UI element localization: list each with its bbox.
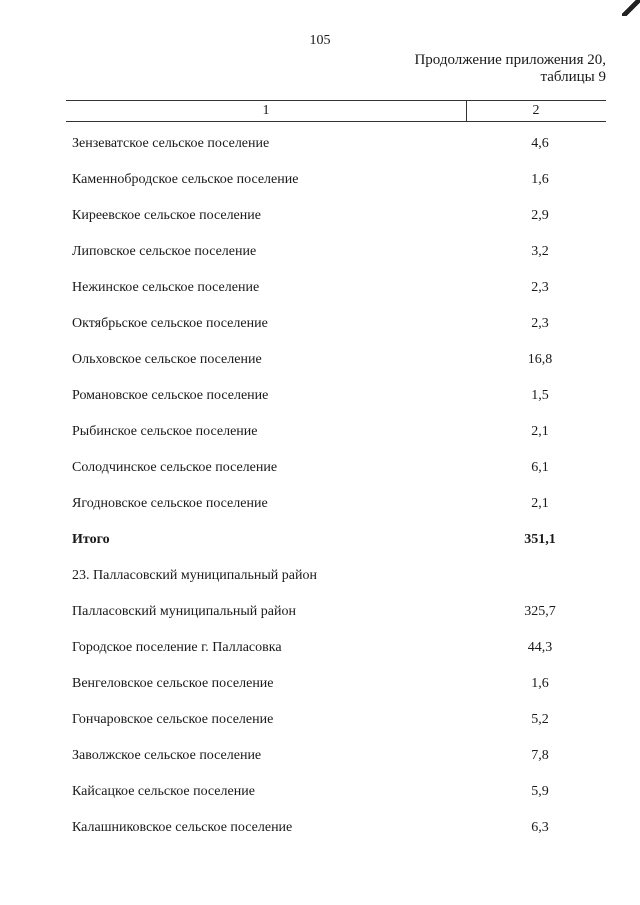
row-name: Солодчинское сельское поселение bbox=[72, 460, 278, 475]
row-name: Нежинское сельское поселение bbox=[72, 280, 260, 295]
row-value: 1,6 bbox=[531, 676, 549, 691]
table-row bbox=[0, 703, 640, 739]
row-name: 23. Палласовский муниципальный район bbox=[72, 568, 317, 583]
row-name: Киреевское сельское поселение bbox=[72, 208, 261, 223]
table-row bbox=[0, 271, 640, 307]
row-value: 16,8 bbox=[527, 352, 553, 367]
table-row bbox=[0, 775, 640, 811]
row-name: Зензеватское сельское поселение bbox=[72, 136, 270, 151]
table-row bbox=[0, 379, 640, 415]
continuation-note bbox=[414, 52, 606, 86]
table-row bbox=[0, 163, 640, 199]
scan-corner-mark bbox=[622, 0, 640, 16]
row-value: 5,2 bbox=[531, 712, 549, 727]
row-value: 1,6 bbox=[531, 172, 549, 187]
table-row bbox=[0, 199, 640, 235]
row-name: Липовское сельское поселение bbox=[72, 244, 257, 259]
row-value: 2,3 bbox=[531, 280, 549, 295]
table-row bbox=[0, 631, 640, 667]
row-name: Октябрьское сельское поселение bbox=[72, 316, 268, 331]
row-value: 5,9 bbox=[531, 784, 549, 799]
column-header-1: 1 bbox=[262, 103, 270, 118]
table-row bbox=[0, 487, 640, 523]
table-body bbox=[0, 127, 640, 847]
row-value: 351,1 bbox=[524, 532, 556, 547]
table-row bbox=[0, 811, 640, 847]
row-name: Палласовский муниципальный район bbox=[72, 604, 296, 619]
table-row bbox=[0, 595, 640, 631]
row-value: 325,7 bbox=[524, 604, 556, 619]
row-name: Заволжское сельское поселение bbox=[72, 748, 262, 763]
row-name: Ольховское сельское поселение bbox=[72, 352, 262, 367]
row-name: Калашниковское сельское поселение bbox=[72, 820, 293, 835]
table-row bbox=[0, 415, 640, 451]
table-row bbox=[0, 343, 640, 379]
row-value: 7,8 bbox=[531, 748, 549, 763]
table-row bbox=[0, 451, 640, 487]
row-value: 6,1 bbox=[531, 460, 549, 475]
table-header bbox=[66, 100, 606, 122]
row-value: 6,3 bbox=[531, 820, 549, 835]
table-row bbox=[0, 523, 640, 559]
row-name: Итого bbox=[72, 532, 110, 547]
table-row bbox=[0, 667, 640, 703]
row-value: 3,2 bbox=[531, 244, 549, 259]
row-name: Ягодновское сельское поселение bbox=[72, 496, 268, 511]
continuation-line-1: Продолжение приложения 20, bbox=[414, 52, 606, 68]
row-name: Романовское сельское поселение bbox=[72, 388, 269, 403]
row-value: 44,3 bbox=[527, 640, 553, 655]
row-value: 2,1 bbox=[531, 496, 549, 511]
row-value: 4,6 bbox=[531, 136, 549, 151]
table-row bbox=[0, 739, 640, 775]
table-row bbox=[0, 307, 640, 343]
row-name: Рыбинское сельское поселение bbox=[72, 424, 258, 439]
row-name: Каменнобродское сельское поселение bbox=[72, 172, 299, 187]
table-row bbox=[0, 559, 640, 595]
row-name: Венгеловское сельское поселение bbox=[72, 676, 274, 691]
continuation-line-2: таблицы 9 bbox=[540, 69, 606, 85]
row-name: Кайсацкое сельское поселение bbox=[72, 784, 255, 799]
row-name: Городское поселение г. Палласовка bbox=[72, 640, 282, 655]
row-name: Гончаровское сельское поселение bbox=[72, 712, 274, 727]
row-value: 2,9 bbox=[531, 208, 549, 223]
row-value: 2,1 bbox=[531, 424, 549, 439]
table-row bbox=[0, 235, 640, 271]
row-value: 1,5 bbox=[531, 388, 549, 403]
page-number: 105 bbox=[309, 33, 331, 48]
table-row bbox=[0, 127, 640, 163]
row-value: 2,3 bbox=[531, 316, 549, 331]
column-header-2: 2 bbox=[532, 103, 540, 118]
